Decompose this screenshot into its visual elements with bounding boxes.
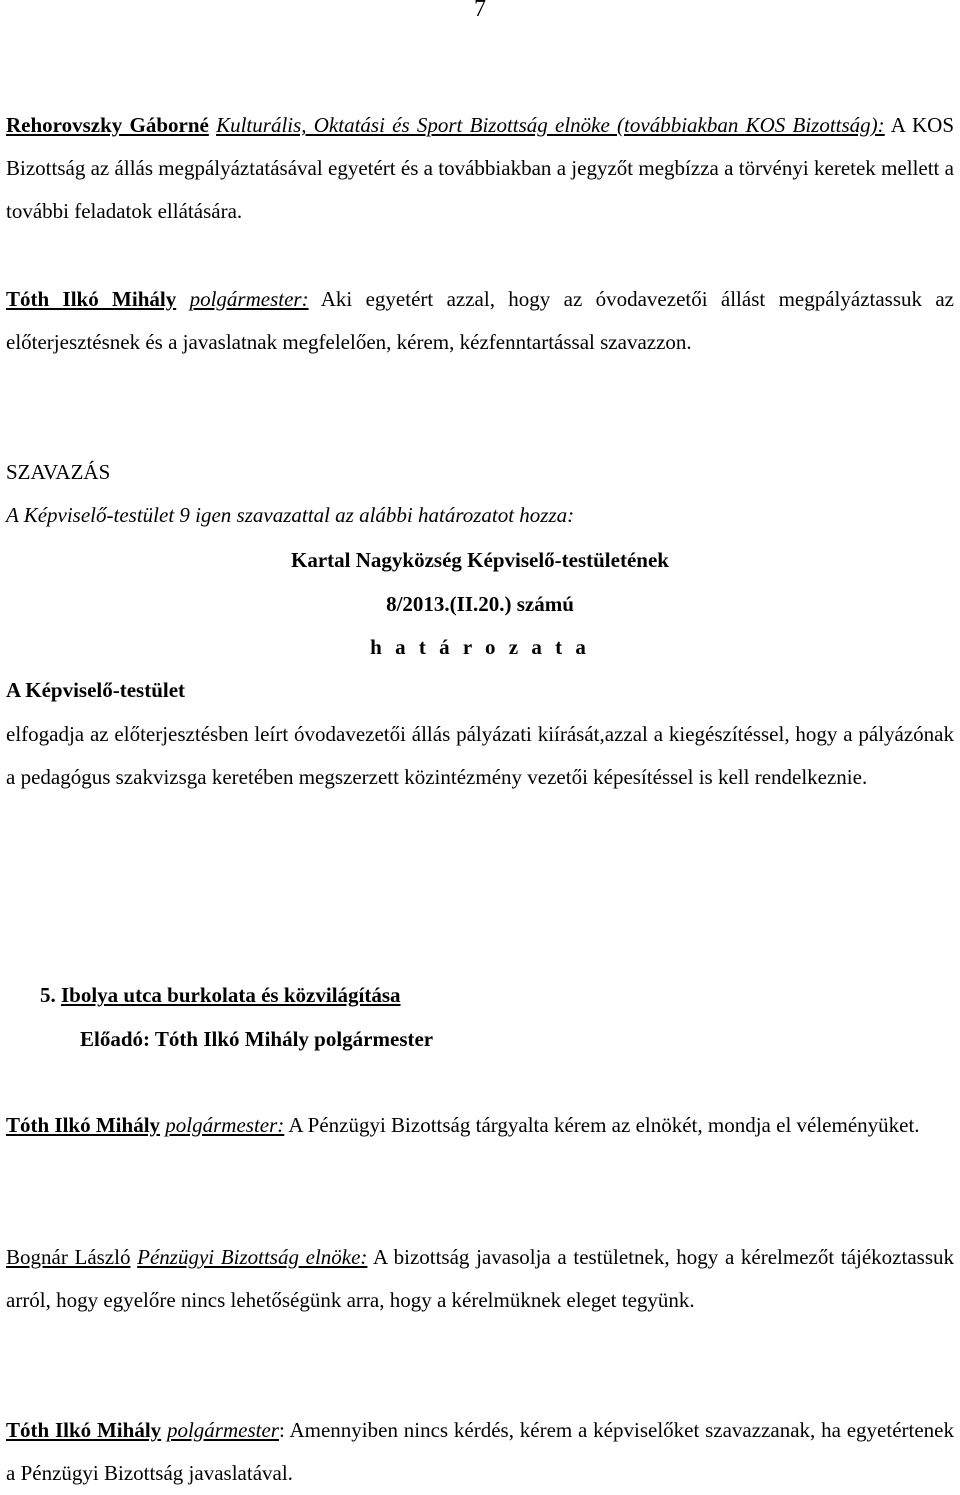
paragraph-mayor-finance [6, 1104, 954, 1147]
statement-text: A bizottság javasolja a testületnek, hogy a kérelmezőt tájékoztassuk arról, hogy egyelőre nincs lehetőségünk arra, hogy a kérelmüknek eleget tegyünk. [6, 1245, 955, 1312]
paragraph-mayor-final [6, 1409, 954, 1495]
vote-heading: SZAVAZÁS [6, 460, 111, 484]
resolution-subject: A Képviselő-testület [6, 678, 186, 702]
agenda-presenter: Előadó: Tóth Ilkó Mihály polgármester [80, 1027, 434, 1051]
paragraph-kos-committee [6, 104, 954, 233]
speaker-name: Bognár László [6, 1245, 131, 1269]
speaker-name: Rehorovszky Gáborné [6, 113, 209, 137]
speaker-role: Kulturális, Oktatási és Sport Bizottság elnöke (továbbiakban KOS Bizottság): [216, 113, 885, 137]
speaker-name: Tóth Ilkó Mihály [6, 1113, 161, 1137]
resolution-number: 8/2013.(II.20.) számú [386, 592, 574, 616]
paragraph-mayor-vote-call [6, 278, 954, 364]
speaker-name: Tóth Ilkó Mihály [6, 287, 177, 311]
statement-text: A KOS Bizottság az állás megpályáztatásával egyetért és a továbbiakban a jegyzőt megbízza a törvényi keretek mellett a további feladatok ellátására. [6, 113, 954, 223]
speaker-role: Pénzügyi Bizottság elnöke: [137, 1245, 368, 1269]
speaker-role: polgármester [166, 1418, 279, 1442]
page-number: 7 [474, 0, 486, 22]
resolution-body-name: Kartal Nagyközség Képviselő-testületének [291, 548, 669, 572]
agenda-item [40, 974, 401, 1017]
statement-text: Amennyiben nincs kérdés, kérem a képviselőket szavazzanak, ha egyetértenek a Pénzügyi Bizottság javaslatával. [6, 1418, 954, 1485]
vote-result: A Képviselő-testület 9 igen szavazattal az alábbi határozatot hozza: [6, 503, 575, 527]
statement-text: Aki egyetért azzal, hogy az óvodavezetői állást megpályáztassuk az előterjesztésnek és a javaslatnak megfelelően, kérem, kézfenntartással szavazzon. [6, 287, 955, 354]
speaker-role-colon: : [278, 1418, 285, 1442]
resolution-label: h a t á r o z a t a [370, 635, 590, 659]
speaker-role: polgármester: [165, 1113, 285, 1137]
statement-text: A Pénzügyi Bizottság tárgyalta kérem az elnökét, mondja el véleményüket. [288, 1113, 920, 1137]
agenda-title: Ibolya utca burkolata és közvilágítása [61, 983, 401, 1007]
resolution-text: elfogadja az előterjesztésben leírt óvodavezetői állás pályázati kiírását,azzal a kiegészítéssel, hogy a pályázónak a pedagógus szakvizsga keretében megszerzett közintézmény vezetői képesítéssel is kell rendelkeznie. [6, 722, 954, 789]
paragraph-finance-chair [6, 1236, 954, 1322]
speaker-role: polgármester: [189, 287, 309, 311]
agenda-number: 5. [40, 983, 56, 1007]
speaker-name: Tóth Ilkó Mihály [6, 1418, 162, 1442]
